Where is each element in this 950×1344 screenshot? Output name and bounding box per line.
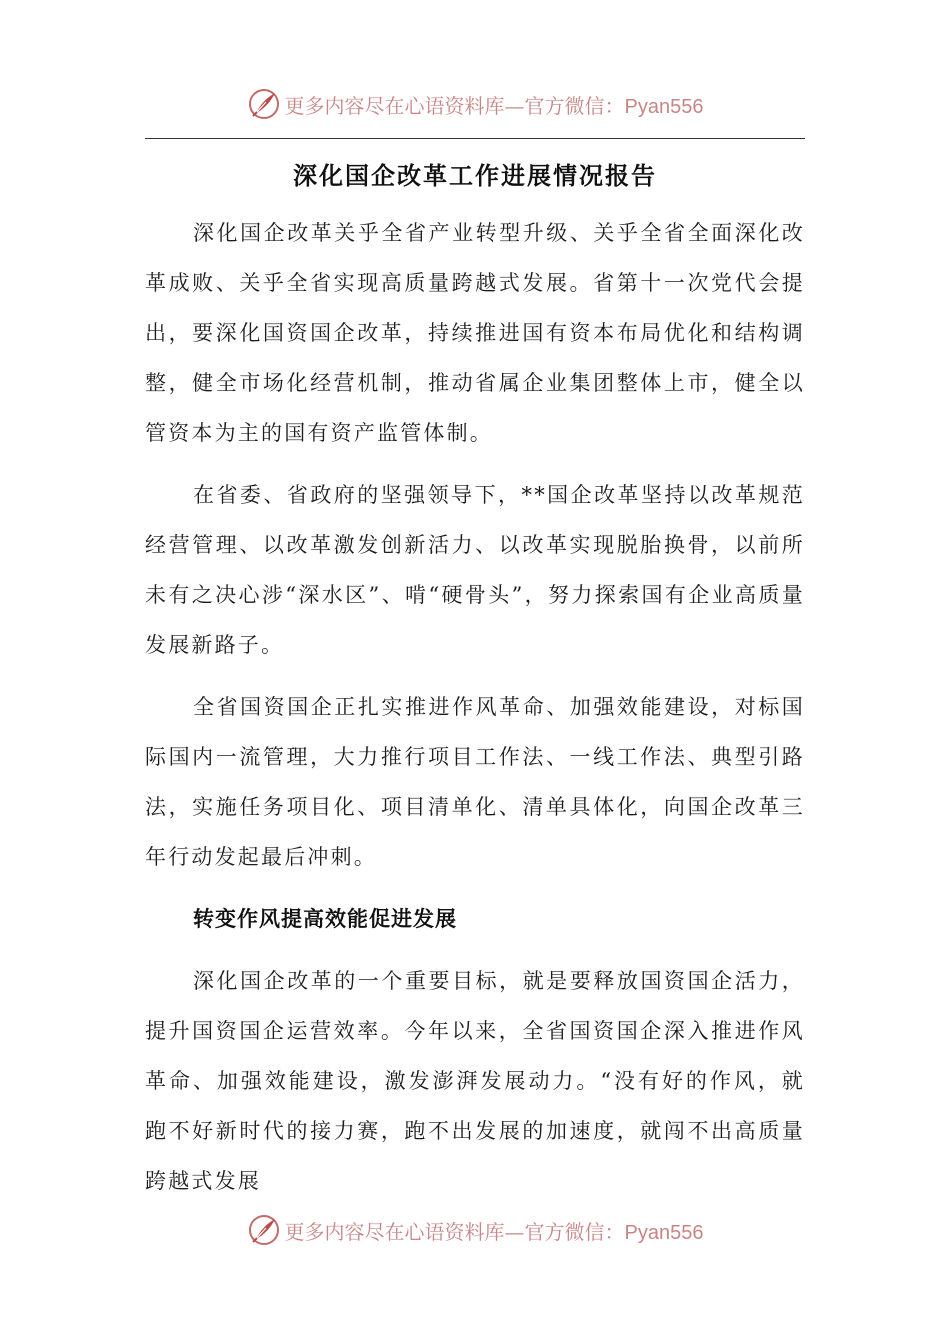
body-paragraph-2: 在省委、省政府的坚强领导下，**国企改革坚持以改革规范经营管理、以改革激发创新活力、以改革实现脱胎换骨，以前所未有之决心涉“深水区”、啃“硬骨头”，努力探索国有企业高质量发展新路子。 [145,483,805,657]
watermark-wechat-label: 官方微信： [524,1219,625,1244]
section-subheading: 转变作风提高效能促进发展 [193,907,457,931]
body-paragraph-4: 深化国企改革的一个重要目标，就是要释放国资国企活力，提升国资国企运营效率。今年以来，全省国资国企深入推进作风革命、加强效能建设，激发澎湃发展动力。“没有好的作风，就跑不好新时代的接力赛，跑不出发展的加速度，就闯不出高质量跨越式发展 [145,969,805,1193]
watermark-wechat-id: Pyan556 [624,1221,704,1244]
feather-pen-icon [247,87,281,121]
watermark-dash: — [504,93,525,118]
watermark-text [285,90,704,119]
document-body [145,208,805,1218]
body-paragraph-3: 全省国资国企正扎实推进作风革命、加强效能建设，对标国际国内一流管理，大力推行项目工作法、一线工作法、典型引路法，实施任务项目化、项目清单化、清单具体化，向国企改革三年行动发起最后冲刺。 [145,695,805,869]
watermark-site: 更多内容尽在心语资料库 [284,1219,505,1244]
document-title: 深化国企改革工作进展情况报告 [293,162,657,190]
body-paragraph-1: 深化国企改革关乎全省产业转型升级、关乎全省全面深化改革成败、关乎全省实现高质量跨越式发展。省第十一次党代会提出，要深化国资国企改革，持续推进国有资本布局优化和结构调整，健全市场化经营机制，推动省属企业集团整体上市，健全以管资本为主的国有资产监管体制。 [145,221,805,445]
watermark-site: 更多内容尽在心语资料库 [284,93,505,118]
watermark-wechat-id: Pyan556 [624,95,704,118]
footer-watermark [0,1208,950,1252]
watermark-wechat-label: 官方微信： [524,93,625,118]
header-watermark [0,82,950,126]
header-divider [145,138,805,139]
feather-pen-icon [247,1213,281,1247]
watermark-dash: — [504,1219,525,1244]
watermark-text [285,1216,704,1245]
